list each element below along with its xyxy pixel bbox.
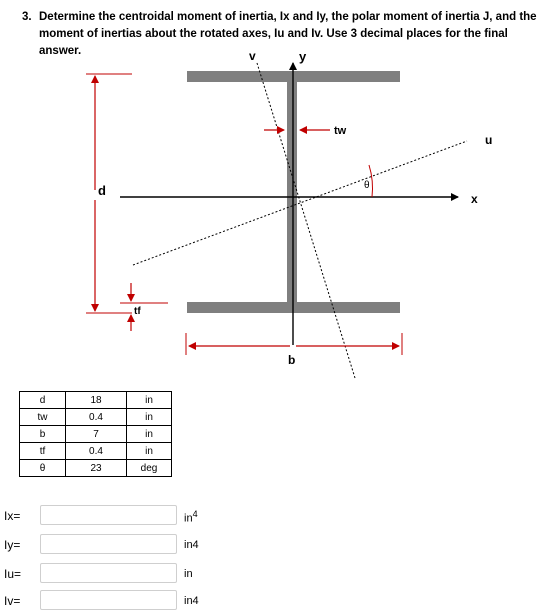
iy-unit: in4 <box>184 539 199 551</box>
param-symbol: tw <box>20 409 66 426</box>
iy-label: Iy= <box>4 538 21 552</box>
ix-unit: $in^4$ <box>184 509 198 525</box>
param-value: 18 <box>66 392 127 409</box>
tw-label: tw <box>334 125 347 137</box>
table-row <box>20 443 172 460</box>
param-unit: in <box>127 443 172 460</box>
ix-label: Ix= <box>4 509 21 523</box>
v-axis-label: v <box>249 49 256 63</box>
param-value: 7 <box>66 426 127 443</box>
parameter-table <box>19 391 172 477</box>
iv-input[interactable] <box>40 590 177 610</box>
iv-unit: in4 <box>184 595 199 607</box>
table-row <box>20 392 172 409</box>
param-unit: deg <box>127 460 172 477</box>
param-unit: in <box>127 409 172 426</box>
iv-label: Iv= <box>4 594 21 608</box>
table-row <box>20 426 172 443</box>
web <box>287 82 297 302</box>
param-symbol: d <box>20 392 66 409</box>
u-axis-line <box>133 141 467 265</box>
param-symbol: b <box>20 426 66 443</box>
param-unit: in <box>127 392 172 409</box>
v-axis-line <box>257 63 355 378</box>
param-symbol: tf <box>20 443 66 460</box>
iy-input[interactable] <box>40 534 177 554</box>
param-value: 0.4 <box>66 443 127 460</box>
theta-label: θ <box>364 180 370 191</box>
iu-label: Iu= <box>4 567 22 581</box>
tf-label: tf <box>134 306 141 317</box>
param-value: 0.4 <box>66 409 127 426</box>
b-label: b <box>288 353 296 367</box>
param-value: 23 <box>66 460 127 477</box>
ix-input[interactable] <box>40 505 177 525</box>
question-number: 3. <box>22 11 32 23</box>
iu-unit: in <box>184 568 193 580</box>
d-label: d <box>98 183 106 198</box>
table-row <box>20 460 172 477</box>
iu-input[interactable] <box>40 563 177 583</box>
y-axis-label: y <box>299 49 307 64</box>
param-unit: in <box>127 426 172 443</box>
x-axis-label: x <box>471 192 478 206</box>
u-axis-label: u <box>485 133 493 147</box>
table-row <box>20 409 172 426</box>
question-body: Determine the centroidal moment of inertia, Ix and Iy, the polar moment of inertia J, and the moment of inertias about the rotated axes, Iu and Iv. Use 3 decimal places for the final answer. <box>39 11 537 57</box>
param-symbol: θ <box>20 460 66 477</box>
